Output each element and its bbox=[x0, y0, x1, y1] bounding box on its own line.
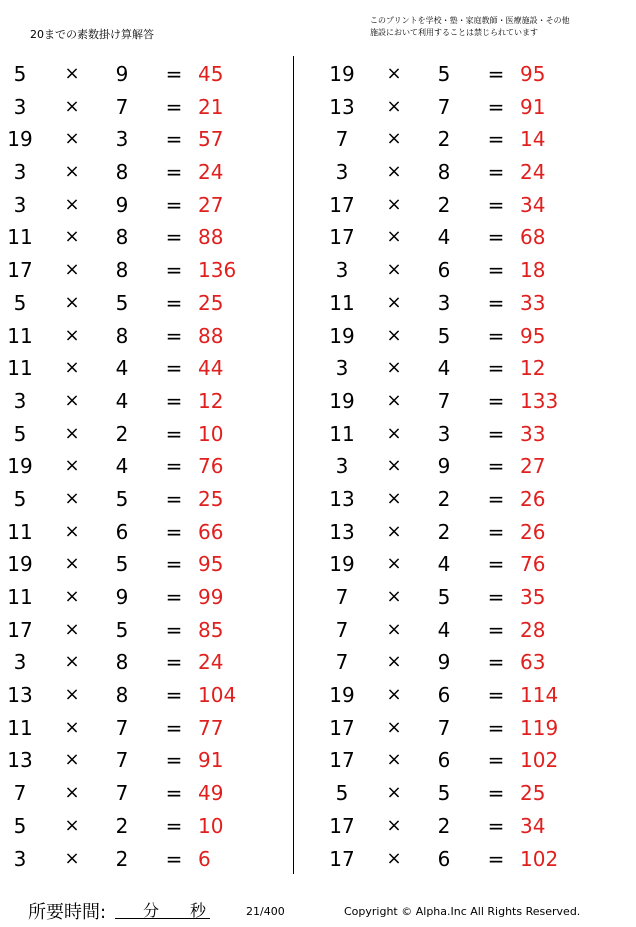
second-factor: 5 bbox=[115, 290, 129, 315]
first-factor: 3 bbox=[13, 94, 27, 119]
worksheet-title: 20までの素数掛け算解答 bbox=[30, 28, 154, 41]
times-symbol: × bbox=[64, 520, 80, 542]
equals-symbol: = bbox=[487, 585, 505, 609]
first-factor: 19 bbox=[329, 62, 355, 86]
times-symbol: × bbox=[386, 291, 402, 313]
first-factor: 13 bbox=[329, 94, 355, 119]
equals-symbol: = bbox=[165, 290, 183, 315]
equals-symbol: = bbox=[165, 94, 183, 119]
first-factor: 5 bbox=[335, 781, 349, 806]
answer-value: 35 bbox=[520, 585, 546, 609]
equals-symbol: = bbox=[165, 683, 183, 708]
first-factor: 13 bbox=[7, 748, 33, 773]
copyright-notice: Copyright © Alpha.Inc All Rights Reserved. bbox=[344, 905, 581, 918]
first-factor: 19 bbox=[329, 323, 355, 348]
equals-symbol: = bbox=[165, 585, 183, 609]
usage-notice-line-1: このプリントを学校・塾・家庭教師・医療施設・その他 bbox=[370, 16, 570, 25]
equals-symbol: = bbox=[165, 552, 183, 577]
page-number: 21/400 bbox=[246, 905, 285, 918]
times-symbol: × bbox=[64, 128, 80, 150]
first-factor: 11 bbox=[7, 715, 33, 740]
times-symbol: × bbox=[386, 749, 402, 771]
first-factor: 3 bbox=[335, 356, 349, 381]
times-symbol: × bbox=[386, 63, 402, 84]
equals-symbol: = bbox=[487, 160, 505, 185]
answer-value: 85 bbox=[198, 617, 224, 642]
times-symbol: × bbox=[64, 357, 80, 379]
first-factor: 3 bbox=[13, 192, 27, 217]
first-factor: 17 bbox=[7, 617, 33, 642]
answer-value: 24 bbox=[520, 160, 546, 185]
second-factor: 6 bbox=[437, 683, 451, 708]
equals-symbol: = bbox=[165, 323, 183, 348]
equals-symbol: = bbox=[165, 62, 183, 86]
usage-notice-line-2: 施設において利用することは禁じられています bbox=[370, 28, 538, 37]
second-factor: 7 bbox=[115, 94, 129, 119]
equals-symbol: = bbox=[487, 225, 505, 250]
answer-value: 104 bbox=[198, 683, 237, 708]
first-factor: 13 bbox=[329, 486, 355, 511]
second-factor: 2 bbox=[437, 486, 451, 511]
times-symbol: × bbox=[64, 749, 80, 771]
times-symbol: × bbox=[386, 684, 402, 706]
first-factor: 13 bbox=[329, 519, 355, 544]
equals-symbol: = bbox=[487, 519, 505, 544]
first-factor: 11 bbox=[7, 519, 33, 544]
usage-notice bbox=[370, 15, 610, 39]
first-factor: 5 bbox=[13, 62, 27, 86]
first-factor: 7 bbox=[335, 585, 349, 609]
first-factor: 19 bbox=[7, 127, 33, 152]
times-symbol: × bbox=[386, 357, 402, 379]
answer-value: 68 bbox=[520, 225, 546, 250]
equals-symbol: = bbox=[487, 356, 505, 381]
seconds-label: 秒 bbox=[190, 901, 207, 920]
answer-value: 27 bbox=[198, 192, 224, 217]
first-factor: 5 bbox=[13, 290, 27, 315]
first-factor: 3 bbox=[335, 160, 349, 185]
second-factor: 7 bbox=[115, 781, 129, 806]
first-factor: 3 bbox=[13, 388, 27, 413]
equals-symbol: = bbox=[165, 454, 183, 479]
answer-value: 28 bbox=[520, 617, 546, 642]
times-symbol: × bbox=[386, 586, 402, 607]
equals-symbol: = bbox=[487, 846, 505, 871]
equals-symbol: = bbox=[165, 781, 183, 806]
first-factor: 11 bbox=[329, 290, 355, 315]
second-factor: 3 bbox=[437, 421, 451, 446]
second-factor: 4 bbox=[437, 617, 451, 642]
first-factor: 17 bbox=[329, 813, 355, 838]
times-symbol: × bbox=[386, 520, 402, 542]
equals-symbol: = bbox=[165, 617, 183, 642]
times-symbol: × bbox=[386, 193, 402, 215]
equals-symbol: = bbox=[165, 127, 183, 152]
equals-symbol: = bbox=[165, 258, 183, 283]
equals-symbol: = bbox=[487, 813, 505, 838]
first-factor: 11 bbox=[7, 323, 33, 348]
second-factor: 7 bbox=[437, 388, 451, 413]
second-factor: 6 bbox=[437, 748, 451, 773]
second-factor: 6 bbox=[437, 258, 451, 283]
times-symbol: × bbox=[386, 226, 402, 248]
equals-symbol: = bbox=[165, 486, 183, 511]
times-symbol: × bbox=[64, 455, 80, 477]
answer-value: 33 bbox=[520, 290, 546, 315]
answer-value: 25 bbox=[520, 781, 546, 806]
second-factor: 4 bbox=[115, 454, 129, 479]
times-symbol: × bbox=[386, 455, 402, 477]
second-factor: 5 bbox=[437, 781, 451, 806]
second-factor: 4 bbox=[437, 225, 451, 250]
second-factor: 2 bbox=[115, 846, 129, 871]
answer-value: 63 bbox=[520, 650, 546, 675]
answer-value: 33 bbox=[520, 421, 546, 446]
equals-symbol: = bbox=[165, 519, 183, 544]
answer-value: 88 bbox=[198, 225, 224, 250]
first-factor: 5 bbox=[13, 486, 27, 511]
first-factor: 19 bbox=[329, 388, 355, 413]
answer-value: 34 bbox=[520, 813, 546, 838]
times-symbol: × bbox=[386, 782, 402, 804]
answer-value: 88 bbox=[198, 323, 224, 348]
first-factor: 3 bbox=[13, 846, 27, 871]
answer-value: 10 bbox=[198, 421, 224, 446]
times-symbol: × bbox=[64, 193, 80, 215]
times-symbol: × bbox=[64, 586, 80, 607]
answer-value: 95 bbox=[520, 323, 546, 348]
first-factor: 11 bbox=[329, 421, 355, 446]
times-symbol: × bbox=[64, 389, 80, 411]
first-factor: 17 bbox=[329, 225, 355, 250]
times-symbol: × bbox=[64, 291, 80, 313]
times-symbol: × bbox=[386, 161, 402, 183]
equals-symbol: = bbox=[487, 781, 505, 806]
equals-symbol: = bbox=[487, 127, 505, 152]
answer-value: 44 bbox=[198, 356, 224, 381]
times-symbol: × bbox=[64, 259, 80, 281]
times-symbol: × bbox=[64, 814, 80, 836]
equals-symbol: = bbox=[487, 94, 505, 119]
times-symbol: × bbox=[64, 63, 80, 84]
equals-symbol: = bbox=[165, 192, 183, 217]
first-factor: 19 bbox=[7, 552, 33, 577]
second-factor: 2 bbox=[115, 813, 129, 838]
first-factor: 7 bbox=[335, 127, 349, 152]
second-factor: 8 bbox=[437, 160, 451, 185]
first-factor: 3 bbox=[335, 258, 349, 283]
first-factor: 7 bbox=[335, 650, 349, 675]
answer-value: 25 bbox=[198, 486, 224, 511]
answer-value: 21 bbox=[198, 94, 224, 119]
second-factor: 5 bbox=[115, 486, 129, 511]
second-factor: 9 bbox=[115, 62, 129, 86]
answer-value: 6 bbox=[198, 846, 211, 871]
second-factor: 4 bbox=[437, 552, 451, 577]
equals-symbol: = bbox=[487, 650, 505, 675]
first-factor: 11 bbox=[7, 225, 33, 250]
answer-value: 91 bbox=[520, 94, 546, 119]
equals-symbol: = bbox=[487, 683, 505, 708]
times-symbol: × bbox=[386, 259, 402, 281]
first-factor: 17 bbox=[329, 715, 355, 740]
times-symbol: × bbox=[64, 651, 80, 673]
equals-symbol: = bbox=[487, 454, 505, 479]
first-factor: 17 bbox=[329, 748, 355, 773]
minutes-label: 分 bbox=[143, 901, 160, 920]
first-factor: 3 bbox=[13, 650, 27, 675]
column-divider bbox=[293, 56, 294, 874]
times-symbol: × bbox=[64, 487, 80, 509]
equals-symbol: = bbox=[487, 552, 505, 577]
first-factor: 17 bbox=[329, 846, 355, 871]
answer-value: 66 bbox=[198, 519, 224, 544]
times-symbol: × bbox=[386, 716, 402, 738]
second-factor: 8 bbox=[115, 258, 129, 283]
times-symbol: × bbox=[386, 651, 402, 673]
times-symbol: × bbox=[64, 95, 80, 117]
times-symbol: × bbox=[386, 847, 402, 869]
equals-symbol: = bbox=[487, 748, 505, 773]
answer-value: 12 bbox=[198, 388, 224, 413]
equals-symbol: = bbox=[165, 846, 183, 871]
times-symbol: × bbox=[64, 782, 80, 804]
answer-value: 49 bbox=[198, 781, 224, 806]
times-symbol: × bbox=[386, 553, 402, 575]
times-symbol: × bbox=[64, 422, 80, 444]
equals-symbol: = bbox=[487, 258, 505, 283]
answer-value: 133 bbox=[520, 388, 559, 413]
second-factor: 8 bbox=[115, 160, 129, 185]
second-factor: 4 bbox=[115, 388, 129, 413]
answer-value: 95 bbox=[198, 552, 224, 577]
first-factor: 19 bbox=[329, 552, 355, 577]
answer-value: 95 bbox=[520, 62, 546, 86]
equals-symbol: = bbox=[487, 421, 505, 446]
second-factor: 5 bbox=[437, 585, 451, 609]
answer-value: 18 bbox=[520, 258, 546, 283]
second-factor: 8 bbox=[115, 650, 129, 675]
answer-value: 102 bbox=[520, 748, 559, 773]
answer-value: 24 bbox=[198, 160, 224, 185]
times-symbol: × bbox=[386, 814, 402, 836]
equals-symbol: = bbox=[487, 617, 505, 642]
equals-symbol: = bbox=[165, 388, 183, 413]
equals-symbol: = bbox=[165, 160, 183, 185]
second-factor: 5 bbox=[115, 617, 129, 642]
first-factor: 11 bbox=[7, 585, 33, 609]
second-factor: 5 bbox=[115, 552, 129, 577]
times-symbol: × bbox=[64, 324, 80, 346]
equals-symbol: = bbox=[487, 323, 505, 348]
answer-value: 26 bbox=[520, 486, 546, 511]
times-symbol: × bbox=[386, 618, 402, 640]
first-factor: 3 bbox=[13, 160, 27, 185]
second-factor: 8 bbox=[115, 225, 129, 250]
equals-symbol: = bbox=[487, 192, 505, 217]
second-factor: 5 bbox=[437, 323, 451, 348]
answer-value: 45 bbox=[198, 62, 224, 86]
second-factor: 9 bbox=[437, 650, 451, 675]
times-symbol: × bbox=[64, 226, 80, 248]
second-factor: 2 bbox=[437, 813, 451, 838]
second-factor: 4 bbox=[437, 356, 451, 381]
first-factor: 3 bbox=[335, 454, 349, 479]
equals-symbol: = bbox=[165, 356, 183, 381]
first-factor: 11 bbox=[7, 356, 33, 381]
answer-value: 24 bbox=[198, 650, 224, 675]
times-symbol: × bbox=[64, 716, 80, 738]
second-factor: 6 bbox=[437, 846, 451, 871]
answer-value: 76 bbox=[198, 454, 224, 479]
times-symbol: × bbox=[386, 324, 402, 346]
second-factor: 7 bbox=[437, 94, 451, 119]
first-factor: 13 bbox=[7, 683, 33, 708]
equals-symbol: = bbox=[165, 748, 183, 773]
equals-symbol: = bbox=[165, 421, 183, 446]
first-factor: 5 bbox=[13, 421, 27, 446]
first-factor: 17 bbox=[7, 258, 33, 283]
times-symbol: × bbox=[64, 684, 80, 706]
second-factor: 7 bbox=[437, 715, 451, 740]
answer-value: 34 bbox=[520, 192, 546, 217]
answer-value: 76 bbox=[520, 552, 546, 577]
first-factor: 5 bbox=[13, 813, 27, 838]
equals-symbol: = bbox=[487, 290, 505, 315]
time-required-label: 所要時間: bbox=[28, 902, 107, 923]
answer-value: 91 bbox=[198, 748, 224, 773]
second-factor: 9 bbox=[437, 454, 451, 479]
answer-value: 26 bbox=[520, 519, 546, 544]
times-symbol: × bbox=[64, 161, 80, 183]
times-symbol: × bbox=[386, 95, 402, 117]
times-symbol: × bbox=[386, 487, 402, 509]
second-factor: 9 bbox=[115, 585, 129, 609]
answer-value: 25 bbox=[198, 290, 224, 315]
first-factor: 19 bbox=[7, 454, 33, 479]
second-factor: 8 bbox=[115, 323, 129, 348]
second-factor: 3 bbox=[437, 290, 451, 315]
second-factor: 5 bbox=[437, 62, 451, 86]
times-symbol: × bbox=[386, 128, 402, 150]
second-factor: 7 bbox=[115, 748, 129, 773]
second-factor: 3 bbox=[115, 127, 129, 152]
equals-symbol: = bbox=[487, 486, 505, 511]
second-factor: 4 bbox=[115, 356, 129, 381]
answer-value: 27 bbox=[520, 454, 546, 479]
answer-value: 114 bbox=[520, 683, 559, 708]
second-factor: 2 bbox=[437, 127, 451, 152]
times-symbol: × bbox=[64, 618, 80, 640]
equals-symbol: = bbox=[165, 715, 183, 740]
first-factor: 17 bbox=[329, 192, 355, 217]
answer-value: 119 bbox=[520, 715, 559, 740]
equals-symbol: = bbox=[165, 225, 183, 250]
second-factor: 2 bbox=[437, 192, 451, 217]
second-factor: 9 bbox=[115, 192, 129, 217]
answer-value: 14 bbox=[520, 127, 546, 152]
equals-symbol: = bbox=[487, 62, 505, 86]
answer-value: 99 bbox=[198, 585, 224, 609]
second-factor: 2 bbox=[437, 519, 451, 544]
answer-value: 10 bbox=[198, 813, 224, 838]
second-factor: 8 bbox=[115, 683, 129, 708]
second-factor: 7 bbox=[115, 715, 129, 740]
times-symbol: × bbox=[64, 553, 80, 575]
times-symbol: × bbox=[386, 389, 402, 411]
first-factor: 7 bbox=[335, 617, 349, 642]
equals-symbol: = bbox=[487, 715, 505, 740]
times-symbol: × bbox=[386, 422, 402, 444]
times-symbol: × bbox=[64, 847, 80, 869]
answer-value: 77 bbox=[198, 715, 224, 740]
second-factor: 6 bbox=[115, 519, 129, 544]
answer-value: 102 bbox=[520, 846, 559, 871]
second-factor: 2 bbox=[115, 421, 129, 446]
answer-value: 57 bbox=[198, 127, 224, 152]
equals-symbol: = bbox=[165, 650, 183, 675]
first-factor: 7 bbox=[13, 781, 27, 806]
answer-value: 136 bbox=[198, 258, 237, 283]
first-factor: 19 bbox=[329, 683, 355, 708]
equals-symbol: = bbox=[487, 388, 505, 413]
answer-value: 12 bbox=[520, 356, 546, 381]
equals-symbol: = bbox=[165, 813, 183, 838]
